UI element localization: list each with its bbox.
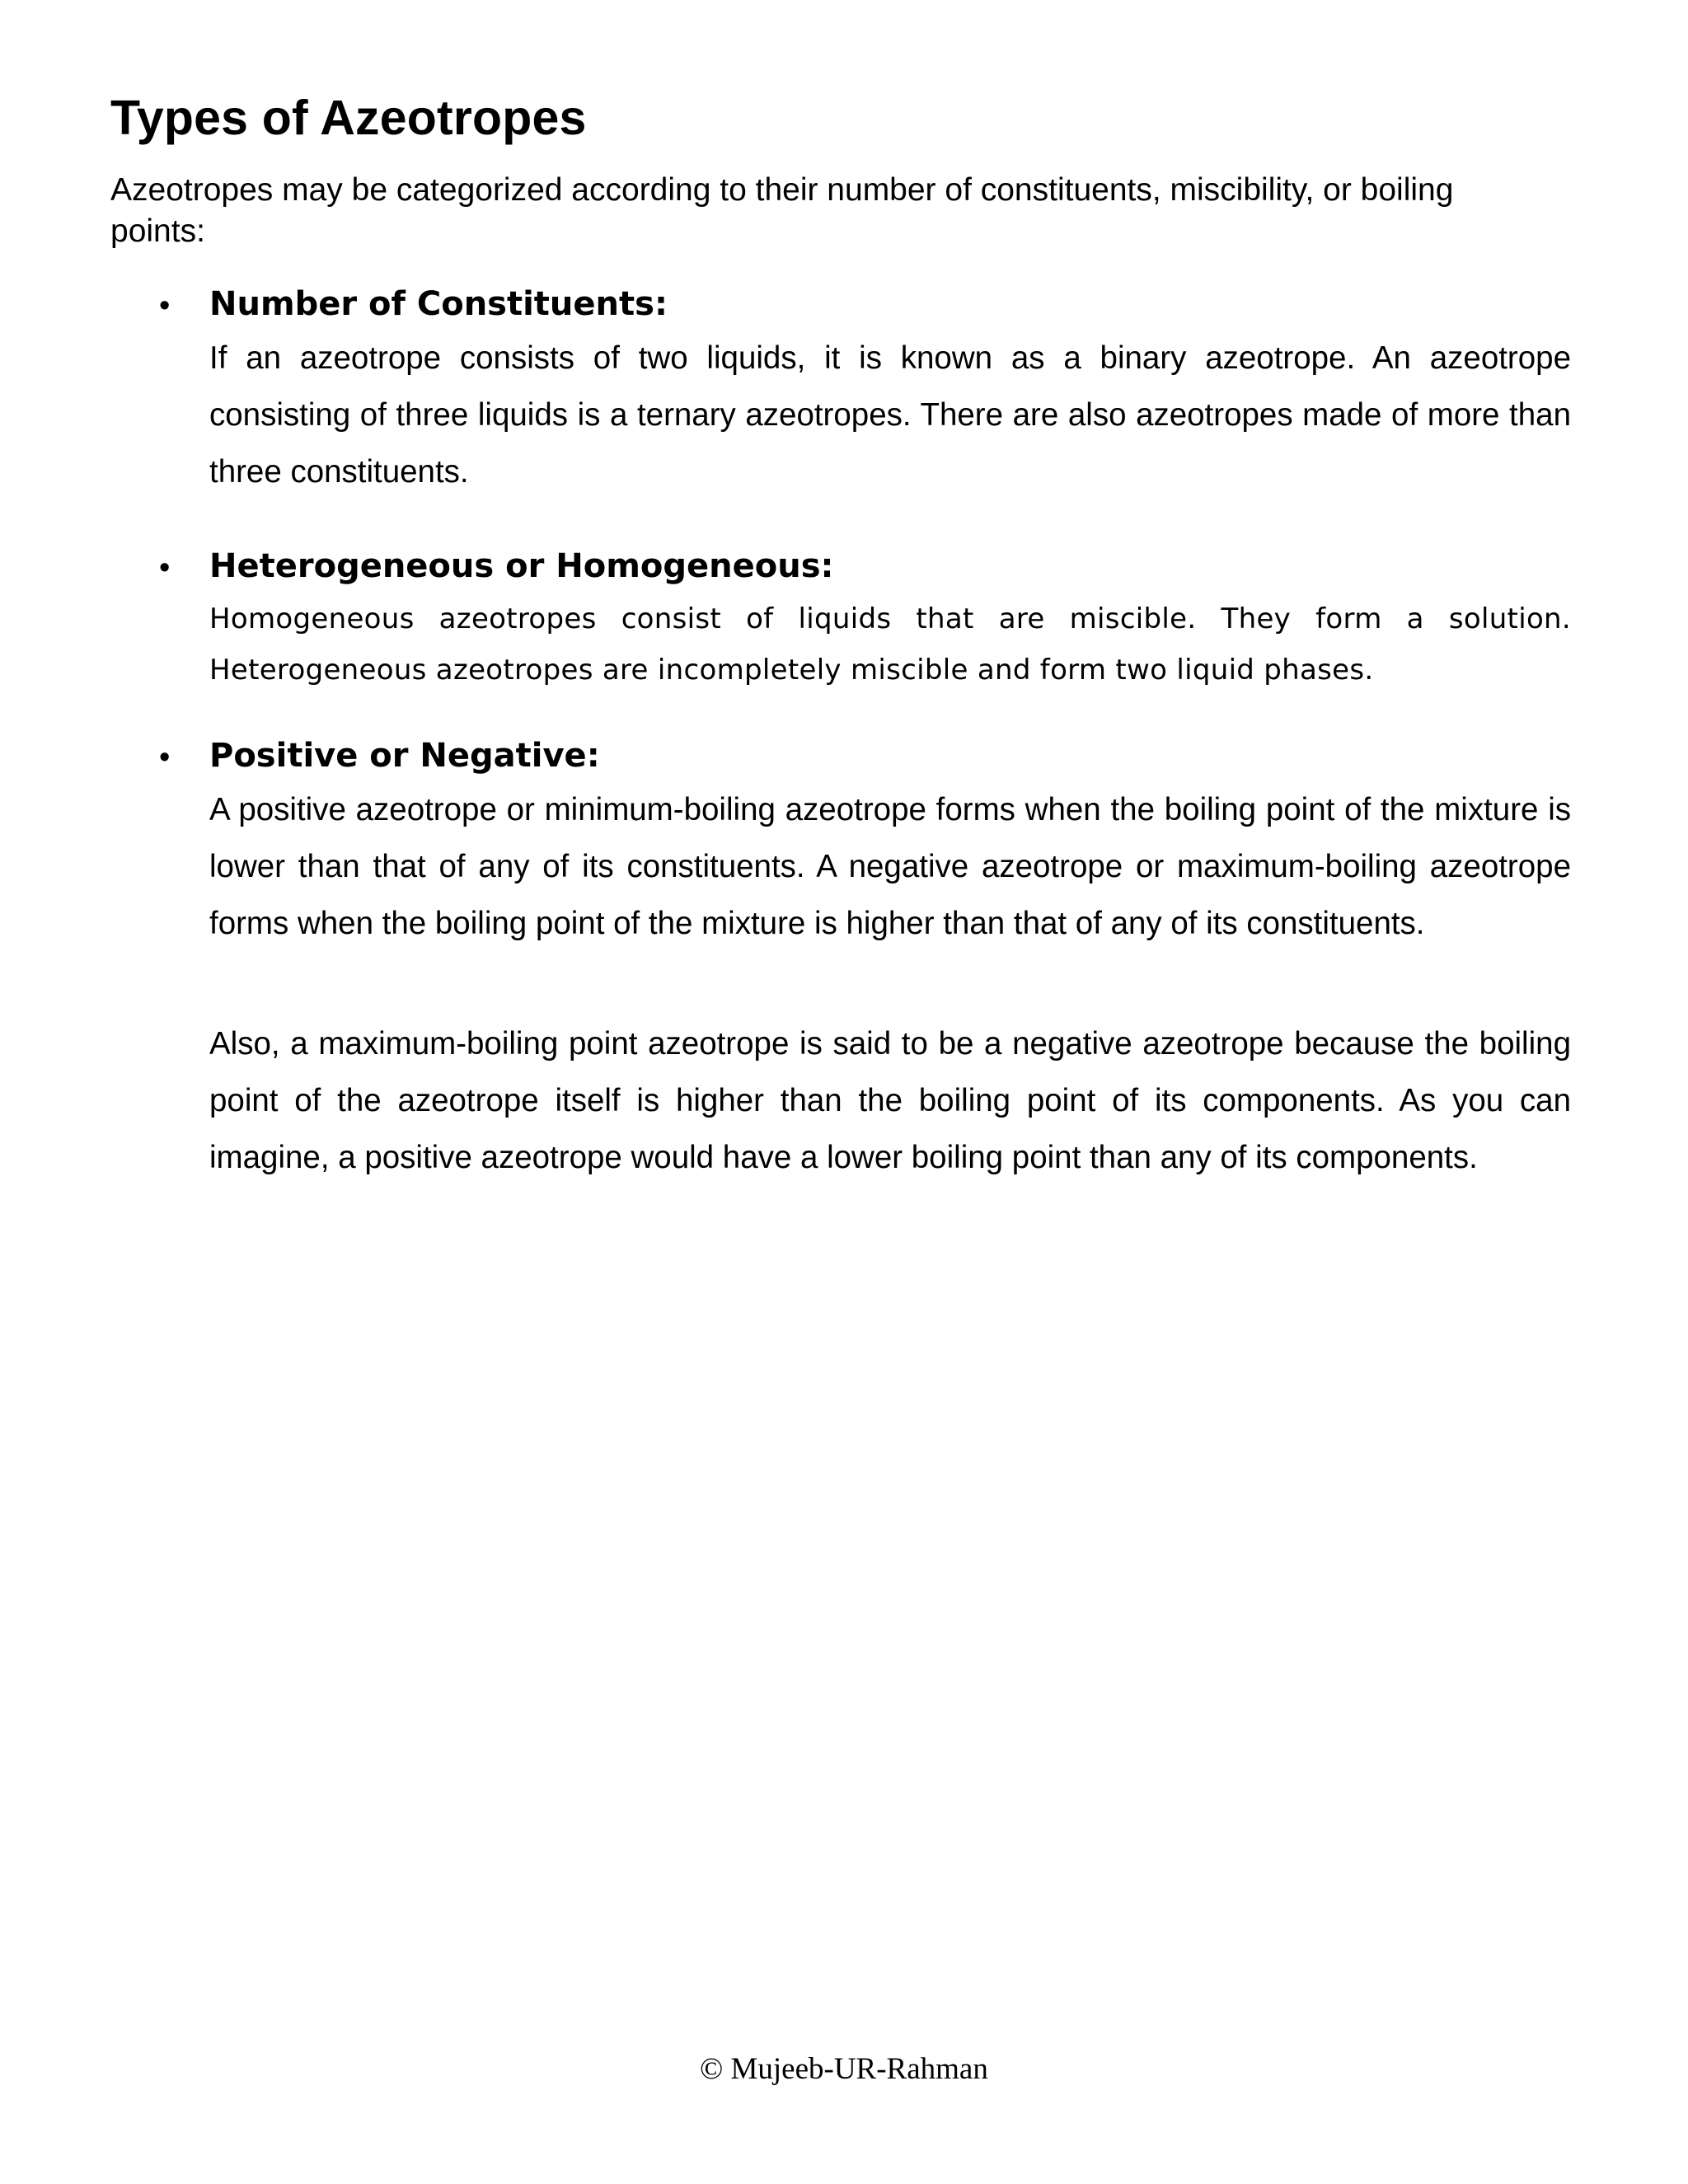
- bullet-marker: •: [159, 288, 171, 323]
- section-body: If an azeotrope consists of two liquids, it is known as a binary azeotrope. An azeotrope consisting of three liquids is a ternary azeotropes. There are also azeotropes made of more than three constituents.: [209, 340, 1571, 490]
- section-heading-text: Number of Constituents: [209, 285, 654, 323]
- copyright-footer: © Mujeeb-UR-Rahman: [700, 2052, 988, 2086]
- section-heading: [209, 280, 668, 328]
- section-heading-text: Heterogeneous or Homogeneous: [209, 547, 821, 585]
- section-heading-colon: :: [586, 737, 600, 775]
- section-heading: [209, 542, 834, 590]
- section-heading: [209, 732, 600, 780]
- section-body: A positive azeotrope or minimum-boiling azeotrope forms when the boiling point of the mixture is lower than that of any of its constituents. A negative azeotrope or maximum-boiling azeotrope forms when the boiling point of the mixture is higher than that of any of its constituents.: [209, 792, 1571, 941]
- section-heading-text: Positive or Negative: [209, 737, 587, 775]
- section-heading-colon: :: [820, 547, 834, 585]
- page-title: Types of Azeotropes: [110, 91, 587, 145]
- section-heading-colon: :: [654, 285, 668, 323]
- section-body-followup: Also, a maximum-boiling point azeotrope is said to be a negative azeotrope because the boiling point of the azeotrope itself is higher than the boiling point of its components. As you can imagine, a positive azeotrope would have a lower boiling point than any of its components.: [209, 1026, 1571, 1175]
- section-body: Homogeneous azeotropes consist of liquids that are miscible. They form a solution. Heterogeneous azeotropes are incompletely miscible and form two liquid phases.: [209, 602, 1571, 687]
- intro-paragraph: Azeotropes may be categorized according to their number of constituents, miscibility, or boiling points:: [110, 172, 1454, 249]
- bullet-marker: •: [159, 551, 171, 585]
- bullet-marker: •: [159, 740, 171, 775]
